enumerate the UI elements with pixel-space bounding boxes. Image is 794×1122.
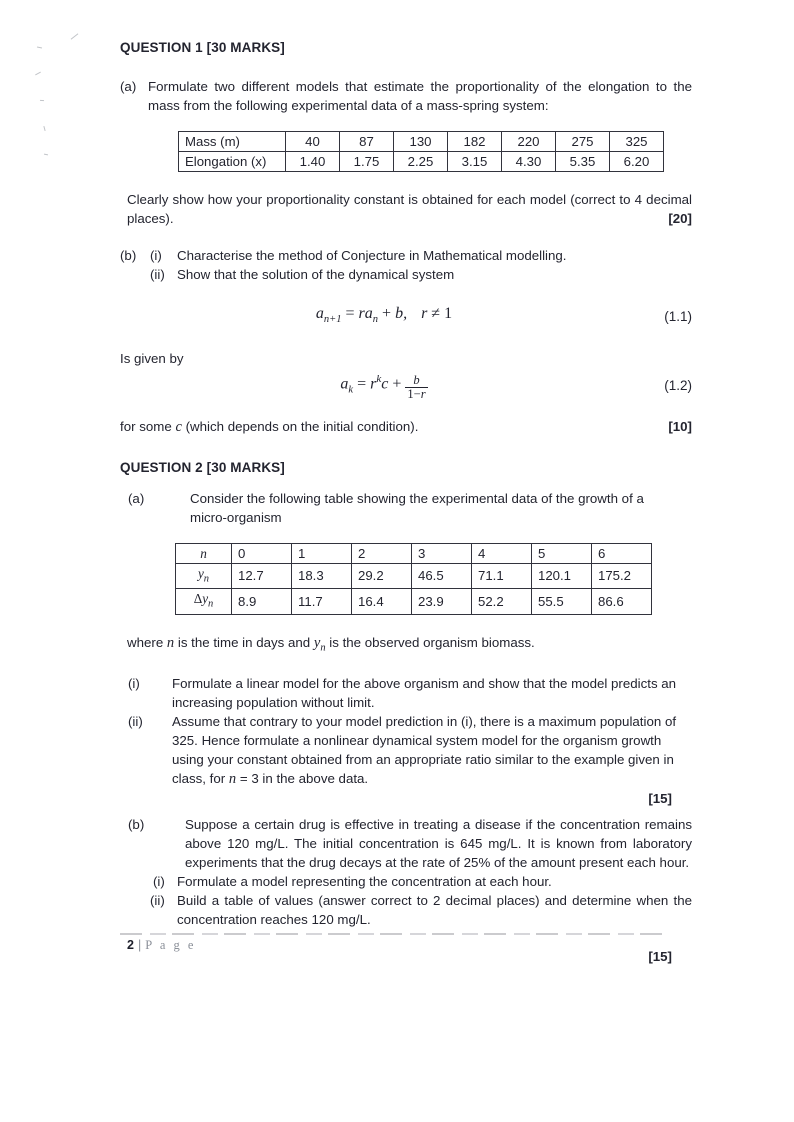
table-cell: 175.2 <box>592 563 652 589</box>
table-cell: 325 <box>610 132 664 152</box>
eq-operator: + <box>382 305 392 322</box>
footer-page-word: P a g e <box>145 938 196 952</box>
page-content <box>120 38 692 966</box>
math-label-delta: Δ <box>193 591 203 607</box>
q1-for-some-text <box>120 417 668 437</box>
question-1-title: QUESTION 1 [30 MARKS] <box>120 40 285 55</box>
table-cell: 12.7 <box>232 563 292 589</box>
table-cell: 87 <box>340 132 394 152</box>
eq-var: b, <box>395 305 408 322</box>
table-cell: 86.6 <box>592 589 652 615</box>
eq-var: c <box>381 375 389 393</box>
eq-var: y <box>313 634 321 651</box>
q1-b-ii-text: Show that the solution of the dynamical system <box>177 267 455 282</box>
table-cell <box>176 589 232 615</box>
q1-b-i-text: Characterise the method of Conjecture in Mathematical modelling. <box>177 248 567 263</box>
q2-item-i <box>120 674 692 712</box>
eq-number: 1− <box>407 386 421 401</box>
q2-part-a <box>120 489 692 527</box>
q2-part-a-text: Consider the following table showing the experimental data of the growth of a micro-organism <box>190 490 644 525</box>
q2-i-text: Formulate a linear model for the above organism and show that the model predicts an increasing population without limit. <box>172 676 677 711</box>
pencil-mark <box>43 126 45 131</box>
eq-var: c <box>175 418 182 435</box>
equation-1-1-body <box>120 304 648 329</box>
q1-marks-a: [20] <box>668 211 692 226</box>
eq-var: a <box>315 305 324 322</box>
q1-part-a-text: Formulate two different models that estimate the proportionality of the elongation to the mass from the following experimental data of a mass-spring system: <box>148 79 692 113</box>
eq-operator: = <box>357 375 367 393</box>
math-label-sub: n <box>203 573 210 585</box>
q2-part-b-text: Suppose a certain drug is effective in treating a disease if the concentration remains above 120 mg/L. The initial concentration is 645 mg/L. It is known from laboratory experiments that the drug decays at the rate of 25% of the amount present each hour. <box>185 817 692 871</box>
eq-sub: k <box>348 384 354 396</box>
table-cell: 182 <box>448 132 502 152</box>
text-fragment: is the observed organism biomass. <box>329 634 535 650</box>
q2-i-label: (i) <box>128 676 140 692</box>
q1-b-i-row <box>120 246 692 265</box>
table-cell: 6.20 <box>610 152 664 172</box>
table-cell: 11.7 <box>292 589 352 615</box>
table-row <box>179 152 664 172</box>
q1-part-b <box>120 246 692 284</box>
table-cell: 52.2 <box>472 589 532 615</box>
pencil-mark <box>40 100 44 101</box>
q2-b-ii-label: (ii) <box>150 893 165 909</box>
q2-part-a-label: (a) <box>128 490 145 506</box>
eq-var: n <box>166 634 175 651</box>
question-2-title: QUESTION 2 [30 MARKS] <box>120 459 285 475</box>
math-label-sub: n <box>208 598 214 610</box>
q1-clearly-text: Clearly show how your proportionality constant is obtained for each model (correct to 4 decimal places). <box>127 192 692 226</box>
q2-marks-a: [15] <box>648 791 672 807</box>
q2-b-item-i <box>120 872 692 891</box>
footer-separator: | <box>137 938 142 952</box>
table-cell <box>176 563 232 589</box>
table-row <box>176 543 652 563</box>
table-cell: 29.2 <box>352 563 412 589</box>
table-row <box>176 589 652 615</box>
q1-marks-b: [10] <box>668 418 692 434</box>
eq-fraction-denominator <box>405 388 427 401</box>
table-row <box>176 563 652 589</box>
q1-for-some-row <box>120 417 692 437</box>
eq-var: a <box>340 375 349 393</box>
pencil-mark <box>35 72 41 76</box>
q2-b-i-text: Formulate a model representing the concentration at each hour. <box>177 874 552 890</box>
eq-var: ra <box>358 305 373 322</box>
text-fragment: Assume that contrary to your model prediction in (i), there is a maximum population of 325. Hence formulate a nonlinear dynamical system model for the organism growth using your constant obtained from an appropriate ratio similar to the example given in class, for <box>172 714 677 787</box>
eq-operator: + <box>392 375 402 393</box>
q1-b-label: (b) <box>120 248 137 263</box>
footer-divider <box>120 933 665 935</box>
q2-ii-text <box>172 712 692 789</box>
eq-sub: n+1 <box>323 314 342 326</box>
table-cell: 5 <box>532 543 592 563</box>
table-cell: 71.1 <box>472 563 532 589</box>
eq-operator: ≠ <box>431 305 441 322</box>
mass-elongation-table <box>178 131 664 172</box>
q2-b-ii-text: Build a table of values (answer correct to 2 decimal places) and determine when the concentration reaches 120 mg/L. <box>177 893 692 928</box>
eq-var: r <box>421 305 428 322</box>
q1-is-given-by: Is given by <box>120 351 184 367</box>
math-label: y <box>202 591 209 607</box>
organism-growth-table <box>175 543 652 615</box>
q2-part-b-label: (b) <box>128 817 145 833</box>
table-cell: Mass (m) <box>179 132 286 152</box>
table-cell: 40 <box>286 132 340 152</box>
table-cell: 4.30 <box>502 152 556 172</box>
table-cell: 275 <box>556 132 610 152</box>
q2-b-item-ii <box>120 891 692 929</box>
q2-b-i-label: (i) <box>153 874 165 890</box>
q1-b-ii-label: (ii) <box>150 267 165 282</box>
table-cell: 16.4 <box>352 589 412 615</box>
table-cell: 1.75 <box>340 152 394 172</box>
pencil-mark <box>71 33 79 39</box>
table-cell: 2.25 <box>394 152 448 172</box>
equation-1-2-tag: (1.2) <box>664 377 692 393</box>
table-cell: Elongation (x) <box>179 152 286 172</box>
equation-1-1 <box>120 304 692 329</box>
table-cell: 3.15 <box>448 152 502 172</box>
table-cell: 46.5 <box>412 563 472 589</box>
text-fragment: is the time in days and <box>177 634 311 650</box>
footer-page-label <box>127 938 196 953</box>
eq-fraction <box>405 374 427 401</box>
math-label: y <box>197 565 204 581</box>
footer-page-number: 2 <box>127 938 134 952</box>
text-fragment: where <box>127 634 164 650</box>
q1-clearly-paragraph <box>120 190 692 228</box>
q2-where-text <box>120 633 692 658</box>
q2-ii-label: (ii) <box>128 714 143 730</box>
q2-marks-b: [15] <box>648 949 672 965</box>
q1-b-ii-row <box>120 265 692 284</box>
q1-b-i-label: (i) <box>150 248 162 263</box>
eq-var: r <box>370 375 377 393</box>
table-cell: 4 <box>472 543 532 563</box>
table-cell: 1.40 <box>286 152 340 172</box>
math-label: n <box>200 545 207 561</box>
table-cell <box>176 543 232 563</box>
eq-sub: n <box>320 642 326 654</box>
equation-1-2 <box>120 370 692 400</box>
equation-1-2-body <box>120 370 648 400</box>
table-cell: 220 <box>502 132 556 152</box>
table-row <box>179 132 664 152</box>
table-cell: 120.1 <box>532 563 592 589</box>
table-cell: 130 <box>394 132 448 152</box>
table-cell: 3 <box>412 543 472 563</box>
eq-number: 1 <box>444 305 453 322</box>
q1-part-a-label: (a) <box>120 79 137 94</box>
eq-operator: = <box>345 305 355 322</box>
text-fragment: = 3 in the above data. <box>239 771 369 787</box>
q2-item-ii <box>120 712 692 789</box>
eq-sup: k <box>376 373 382 386</box>
text-fragment: for some <box>120 418 172 434</box>
table-cell: 5.35 <box>556 152 610 172</box>
eq-var: r <box>420 386 426 401</box>
equation-1-1-tag: (1.1) <box>664 309 692 325</box>
text-fragment: (which depends on the initial condition). <box>185 418 419 434</box>
table-cell: 8.9 <box>232 589 292 615</box>
eq-fraction-numerator: b <box>405 374 427 388</box>
pencil-mark <box>44 154 48 156</box>
table-cell: 0 <box>232 543 292 563</box>
q1-part-a <box>120 77 692 115</box>
table-cell: 1 <box>292 543 352 563</box>
table-cell: 6 <box>592 543 652 563</box>
q2-part-b <box>120 815 692 872</box>
pencil-mark <box>37 46 42 48</box>
eq-var: n <box>228 771 237 788</box>
eq-sub: n <box>372 314 379 326</box>
table-cell: 18.3 <box>292 563 352 589</box>
table-cell: 55.5 <box>532 589 592 615</box>
table-cell: 2 <box>352 543 412 563</box>
table-cell: 23.9 <box>412 589 472 615</box>
